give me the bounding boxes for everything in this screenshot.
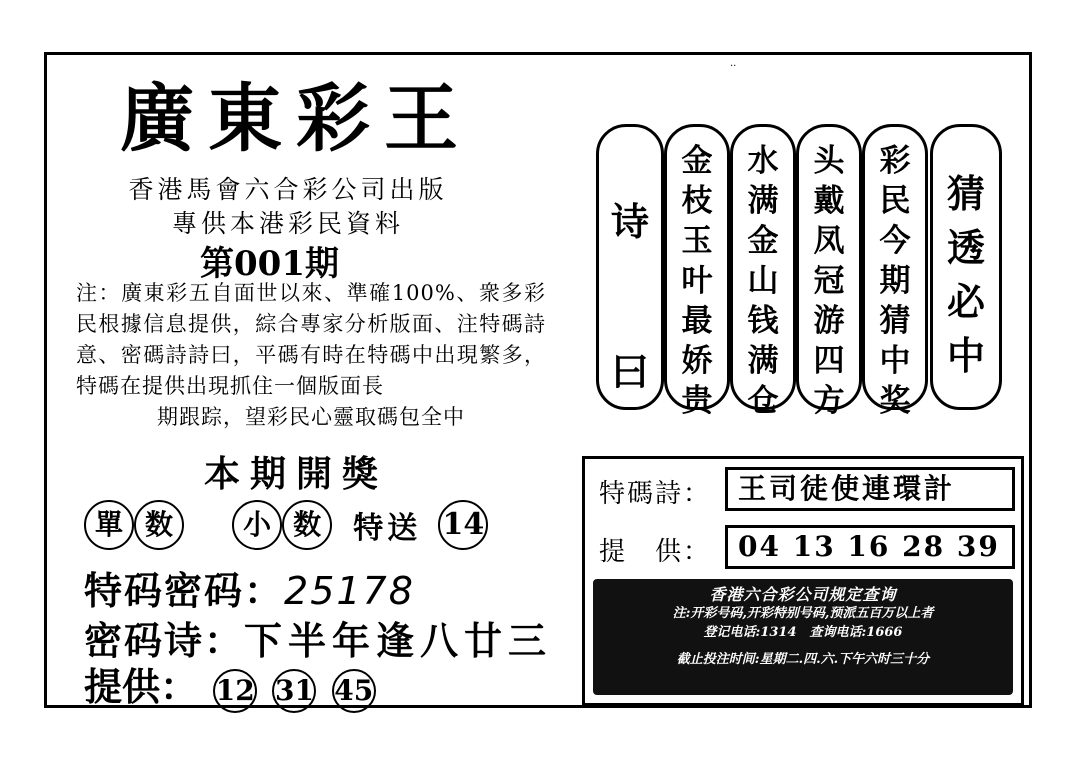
scroll-line-1 (664, 124, 730, 419)
scroll-line-4 (862, 124, 928, 419)
odd-char-2: 数 (134, 500, 184, 550)
small-char-2: 数 (282, 500, 332, 550)
provided-number-2: 31 (272, 669, 316, 713)
issue-number: 第001期 (200, 244, 339, 284)
scroll-line-4-text: 彩民今期猜中奖 (879, 143, 911, 419)
scroll-line-2-text: 水满金山钱满仓 (747, 143, 779, 419)
secret-code-value: 25178 (284, 569, 415, 613)
provided-label: 提供： (84, 664, 199, 709)
scroll-poem-title (596, 124, 664, 410)
scroll-poem-title-text: 诗曰 (610, 199, 649, 394)
scroll-guess-text: 猜透必中 (946, 171, 985, 378)
secret-poem-label: 密码诗： (84, 618, 245, 663)
banner-heading: 香港六合彩公司规定查询 (709, 585, 897, 604)
scroll-line-2 (730, 124, 796, 419)
poem-value: 王司徒使連環計 (725, 467, 1015, 511)
provided-line (84, 656, 376, 713)
note-last-line: 期跟踪，望彩民心靈取碼包全中 (157, 405, 465, 429)
banner-line-1: 注:开彩号码,开彩特别号码,预派五百万以上者 (672, 606, 934, 621)
rules-banner (593, 579, 1013, 695)
scroll-guess (930, 124, 1002, 410)
poem-label: 特碼詩： (599, 479, 712, 509)
secret-code-label: 特码密码： (84, 568, 285, 613)
scroll-line-3 (796, 124, 862, 419)
odd-char-1: 單 (84, 500, 134, 550)
special-number: 14 (438, 500, 488, 550)
banner-line-3: 截止投注时间:星期二.四.六.下午六时三十分 (676, 652, 930, 667)
provided-number-3: 45 (332, 669, 376, 713)
secret-code-line (84, 560, 415, 615)
provide-value: 04 13 16 28 39 (725, 525, 1015, 569)
top-dots: .. (730, 58, 737, 69)
special-label: 特送 (353, 511, 422, 546)
draw-title: 本期開獎 (204, 453, 389, 495)
banner-line-2: 登记电话:1314 查询电话:1666 (703, 625, 903, 640)
publisher-line-2: 專供本港彩民資料 (171, 209, 404, 238)
scroll-line-1-text: 金枝玉叶最娇贵 (681, 143, 713, 419)
note-body: 注：廣東彩五自面世以來、準確100%、衆多彩民根據信息提供，綜合專家分析版面、注特碼詩意、密碼詩詩曰，平碼有時在特碼中出現繁多，特碼在提供出現抓住一個版面長 (76, 281, 546, 398)
small-char-1: 小 (232, 500, 282, 550)
provide-label: 提 供： (599, 537, 712, 567)
scroll-line-3-text: 头戴凤冠游四方 (813, 143, 845, 419)
note-paragraph (76, 278, 546, 433)
draw-attributes (84, 500, 488, 554)
info-panel (582, 456, 1024, 706)
publisher-line-1: 香港馬會六合彩公司出版 (128, 175, 448, 204)
secret-poem-value: 下半年逢八廿三 (244, 618, 553, 663)
provided-number-1: 12 (213, 669, 257, 713)
poster-title: 廣東彩王 (120, 76, 472, 162)
